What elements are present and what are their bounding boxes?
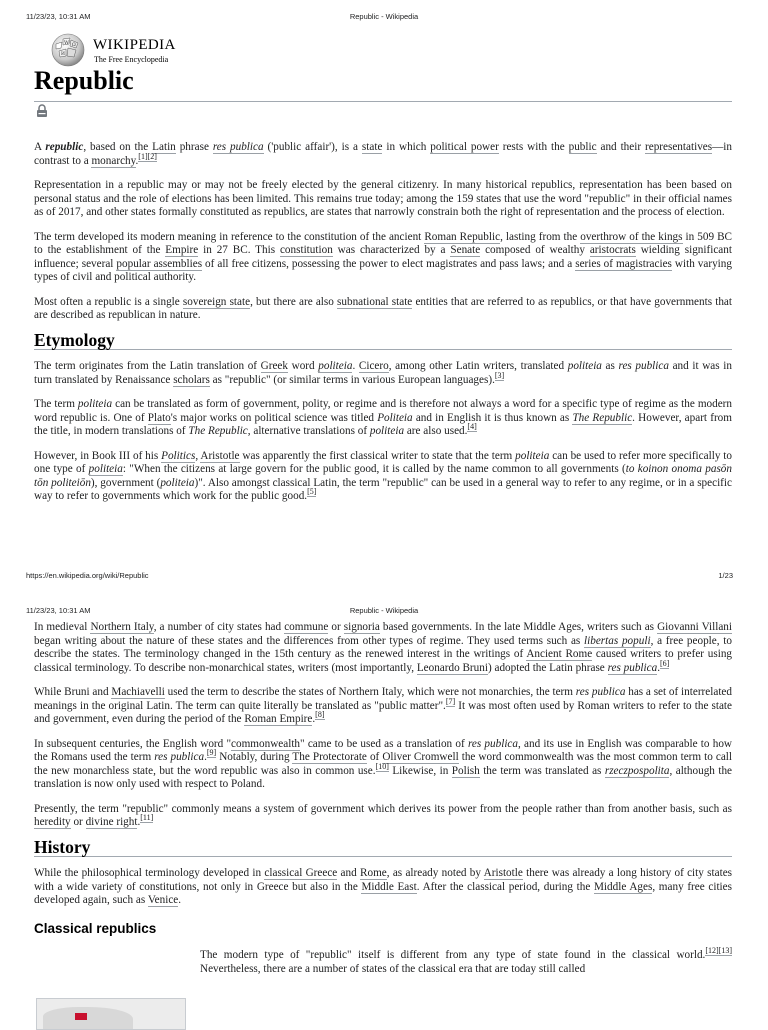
section-heading-etymology: Etymology [34, 329, 115, 350]
text: , many free cities developed again, such as [34, 880, 732, 906]
lead-paragraph-4 [34, 296, 732, 323]
text: While the philosophical terminology developed in [34, 867, 265, 879]
etymology-paragraph-6 [34, 738, 732, 792]
link-northern-italy[interactable]: Northern Italy [90, 621, 154, 633]
text: In subsequent centuries, the English word " [34, 737, 232, 750]
link-the-republic[interactable] [572, 412, 632, 425]
link-res-publica-2[interactable] [608, 662, 658, 675]
print-header-page2 [0, 606, 768, 620]
citation-ref[interactable]: [4] [467, 422, 477, 432]
svg-text:И: И [61, 52, 65, 57]
link-rzeczpospolita[interactable] [605, 765, 670, 778]
link-cicero[interactable]: Cicero [358, 360, 389, 372]
italic-text: Politeia [377, 411, 413, 424]
text: in which [382, 141, 431, 153]
link-aristocrats[interactable]: aristocrats [589, 244, 636, 256]
lock-icon[interactable] [36, 104, 48, 118]
text: in 509 BC to the establishment of the [34, 230, 733, 256]
text: , as already noted by [386, 867, 484, 879]
text: , a number of city states had [153, 621, 285, 633]
link-subnational-state[interactable]: subnational state [337, 295, 413, 308]
wikipedia-wordmark: WIKIPEDIA [93, 37, 176, 53]
text: as [601, 360, 619, 372]
text: , among other Latin writers, translated [388, 360, 568, 372]
text: Presently, the term "republic" commonly means a system of government which derives its power from the people rather than from another basis, such as [34, 802, 732, 815]
citation-ref[interactable]: [7] [445, 696, 456, 706]
text: Notably, during [216, 751, 293, 763]
text: . [204, 751, 207, 763]
text: or [328, 621, 344, 633]
italic-text: res publica [467, 737, 518, 750]
text: . [135, 154, 139, 167]
text: Nevertheless, there are a number of states of the classical era that are today still called [200, 962, 586, 975]
bold-term [45, 141, 83, 153]
text: , alternative translations of [247, 425, 370, 437]
link-signoria[interactable]: signoria [343, 621, 380, 633]
text: , [195, 449, 201, 462]
text: In medieval [34, 621, 91, 633]
link-ancient-rome[interactable]: Ancient Rome [526, 648, 593, 660]
link-representatives[interactable]: representatives [645, 141, 713, 153]
citation-ref[interactable]: [9] [206, 748, 217, 758]
italic-text: politeia [88, 463, 123, 475]
link-constitution[interactable]: constitution [279, 244, 333, 256]
section-heading-history: History [34, 836, 91, 857]
text: . [178, 894, 182, 906]
citation-ref[interactable]: [6] [660, 658, 670, 668]
link-aristotle[interactable]: Aristotle [200, 449, 240, 462]
text: Most often a republic is a single [34, 295, 183, 308]
text: The modern type of "republic" itself is different from any type of state found in the classical world. [200, 949, 706, 961]
text: 's major works on political science was titled [170, 411, 378, 424]
section-divider [34, 349, 732, 350]
text: the word commonwealth was the most common term to call the new monarchless state, but the word republic was also in common use. [34, 751, 733, 777]
text: can be used to refer more specifically to one type of [34, 449, 732, 475]
link-commune[interactable]: commune [284, 621, 329, 633]
text: and in English it is thus known as [412, 411, 573, 424]
text: has a set of interrelated meanings in the original Latin. The term can quite literally be translated as "public matter". [34, 686, 732, 712]
link-roman-empire[interactable]: Roman Empire [244, 713, 313, 725]
citation-ref[interactable]: [8] [315, 710, 325, 720]
citation-ref[interactable]: [10] [375, 761, 389, 771]
text: with varying types of civil and political authority. [34, 257, 732, 283]
print-timestamp: 11/23/23, 10:31 AM [26, 606, 91, 615]
text: can be translated as form of government, polity, or regime and is therefore not always a word for a specific type of regime as the modern word republic is. One of [34, 398, 732, 424]
text: wielding significant influence; several [34, 244, 732, 270]
text: and [337, 867, 361, 879]
text: The term developed its modern meaning in reference to the constitution of the ancient [34, 230, 425, 243]
link-divine-right[interactable]: divine right [85, 816, 138, 828]
link-political-power[interactable]: political power [430, 141, 499, 153]
link-politeia[interactable] [318, 360, 352, 373]
lead-paragraph-2: Representation in a republic may or may not be freely elected by the general citizenry. In many historical republics, representation has been based on personal status and the role of elections has been limited. This remains true today; among the 159 states that use the word "republic" in their official names as of 2017, and other states formally constituted as republics, are states that narrowly constrain both the right of representation and the process of election. [34, 179, 732, 218]
link-popular-assemblies[interactable]: popular assemblies [116, 257, 203, 270]
citation-ref[interactable]: [11] [140, 813, 154, 823]
text: ('public affair'), is a [263, 141, 362, 153]
etymology-paragraph-4 [34, 621, 732, 675]
text: rests with the [498, 141, 569, 153]
print-page-url[interactable]: https://en.wikipedia.org/wiki/Republic [26, 571, 149, 580]
section-divider [34, 856, 732, 857]
text: , based on the [83, 141, 153, 153]
text: , and its use in English was comparable to how the Romans used the term [34, 737, 732, 763]
text: : "When the citizens at large govern for the public good, it is called by the name common to all governments ( [122, 463, 626, 475]
text: The term [34, 398, 78, 410]
italic-text: politeia [369, 425, 405, 437]
text: of all free citizens, possessing the power to elect magistrates and pass laws; and a [202, 257, 576, 270]
etymology-paragraph-2 [34, 398, 732, 439]
citation-ref[interactable]: [5] [307, 487, 317, 497]
text: caused writers to prefer using classical terminology. To describe non-monarchical states, writers (most importantly, [34, 648, 733, 674]
text: was characterized by a [332, 244, 451, 256]
link-public[interactable]: public [568, 141, 597, 153]
text: and it was in turn translated by Renaissance [34, 360, 732, 386]
italic-text: politeia [160, 476, 195, 489]
text: the term was translated as [479, 764, 605, 777]
link-venice[interactable]: Venice [147, 894, 179, 906]
link-machiavelli[interactable]: Machiavelli [111, 686, 165, 698]
link-heredity[interactable]: heredity [34, 816, 71, 828]
map-landmass [43, 1007, 133, 1030]
text: Likewise, in [388, 764, 452, 777]
citation-ref[interactable]: [1] [138, 151, 148, 161]
link-polish[interactable]: Polish [451, 764, 480, 777]
link-sovereign-state[interactable]: sovereign state [182, 295, 251, 308]
text: word [288, 360, 319, 372]
text: composed of wealthy [480, 244, 590, 256]
text: However, in Book III of his [34, 449, 162, 462]
lead-paragraph-1 [34, 141, 732, 168]
link-state[interactable]: state [361, 141, 383, 153]
text: based governments. In the late Middle Ages, writers such as [379, 621, 658, 633]
link-res-publica[interactable] [213, 141, 264, 154]
classical-republics-paragraph-1 [200, 946, 732, 976]
text: " came to be used as a translation of [300, 737, 468, 750]
link-senate[interactable]: Senate [450, 244, 481, 256]
link-leonardo-bruni[interactable]: Leonardo Bruni [416, 661, 488, 674]
link-monarchy[interactable]: monarchy [91, 154, 136, 167]
article-body-page2 [34, 621, 732, 987]
link-overthrow-of-kings[interactable]: overthrow of the kings [580, 230, 683, 243]
italic-text: res publica [154, 751, 205, 763]
svg-text:W: W [64, 40, 70, 46]
text: as "republic" (or similar terms in various European languages). [209, 373, 495, 386]
print-page-number: 1/23 [718, 571, 733, 580]
map-thumbnail-image[interactable] [36, 998, 186, 1030]
print-page-title: Republic - Wikipedia [349, 12, 419, 21]
etymology-paragraph-5 [34, 686, 732, 727]
title-divider [34, 101, 732, 102]
text: , a free people, to describe the states. The terminology changed in the 15th century as the renewed interest in the writings of [34, 634, 732, 660]
text: there was already a long history of city states with a wide variety of constitutions, not only in Greece but also in the [34, 867, 733, 893]
text: ) adopted the Latin phrase [487, 661, 608, 674]
italic-text: res publica [575, 686, 626, 698]
citation-ref[interactable]: [13] [718, 946, 732, 956]
article-body-page1 [34, 141, 732, 515]
italic-text: politeia [77, 398, 113, 410]
etymology-paragraph-1 [34, 360, 732, 387]
italic-text: res publica [607, 661, 658, 674]
subsection-heading-classical-republics: Classical republics [34, 920, 157, 936]
history-paragraph-1 [34, 867, 732, 908]
wikipedia-tagline: The Free Encyclopedia [94, 55, 169, 64]
italic-text: The Republic [188, 425, 248, 437]
text: . However, apart from the title, in modern translations of [34, 411, 732, 437]
print-page-title: Republic - Wikipedia [349, 606, 419, 615]
link-series-of-magistracies[interactable]: series of magistracies [575, 257, 672, 270]
text: . [312, 713, 316, 725]
text: A [34, 141, 46, 153]
italic-text: res publica [212, 141, 264, 153]
text: are also used. [404, 425, 468, 437]
italic-text: The Republic [572, 411, 633, 424]
text: . [352, 360, 359, 372]
svg-text:Ω: Ω [72, 43, 76, 48]
link-commonwealth[interactable]: commonwealth [231, 737, 301, 750]
link-empire[interactable]: Empire [165, 244, 199, 256]
text: used the term to describe the states of Northern Italy, which were not monarchies, the term [164, 686, 576, 698]
text: , lasting from the [500, 230, 581, 243]
link-roman-republic[interactable]: Roman Republic [424, 230, 501, 243]
text: began writing about the nature of these states and the differences from other types of regime. They used terms such as [34, 634, 585, 647]
bold-italic-term: republic [45, 141, 84, 153]
text: , but there are also [250, 295, 338, 308]
text: )". Also amongst classical Latin, the term "republic" can be used in a general way to refer to any regime, or in a specific way to refer to governments which work for the public good. [34, 476, 732, 502]
link-latin[interactable]: Latin [152, 141, 176, 153]
text: . After the classical period, during the [416, 880, 594, 893]
wikipedia-logo[interactable] [50, 32, 290, 68]
italic-text: politeia [318, 360, 353, 372]
citation-ref[interactable]: [3] [494, 370, 505, 380]
lead-paragraph-3 [34, 231, 732, 285]
print-footer-page1 [0, 571, 768, 585]
link-politeia-2[interactable] [89, 463, 123, 476]
italic-text: to koinon onoma pasōn tōn politeiōn [34, 463, 732, 489]
link-libertas-populi[interactable] [584, 635, 651, 648]
text: While Bruni and [34, 686, 112, 698]
link-classical-greece[interactable]: classical Greece [264, 867, 338, 879]
text: . [137, 816, 141, 828]
text: . [657, 661, 660, 674]
text: The term originates from the Latin translation of [34, 360, 261, 372]
italic-text: libertas populi [584, 634, 651, 647]
wikipedia-globe-icon [50, 32, 86, 68]
link-the-protectorate[interactable]: The Protectorate [292, 751, 367, 763]
etymology-paragraph-7 [34, 803, 732, 830]
italic-text: politeia [567, 360, 602, 372]
text: , although the translation is now only used with respect to Poland. [34, 764, 733, 790]
print-timestamp: 11/23/23, 10:31 AM [26, 12, 91, 21]
text: was apparently the first classical writer to state that the term [239, 449, 516, 462]
etymology-paragraph-3 [34, 450, 732, 504]
italic-text: politeia [515, 449, 550, 462]
italic-text: res publica [618, 360, 669, 372]
link-politics[interactable] [161, 450, 195, 463]
text: ), government ( [90, 476, 161, 489]
link-scholars[interactable]: scholars [173, 373, 210, 386]
text: or [70, 816, 86, 828]
link-giovanni-villani[interactable]: Giovanni Villani [657, 621, 732, 633]
citation-ref[interactable]: [2] [147, 151, 157, 161]
print-header-page1 [0, 12, 768, 26]
link-plato[interactable]: Plato [147, 411, 171, 424]
link-rome[interactable]: Rome [360, 867, 387, 879]
map-highlight-region [75, 1013, 87, 1020]
link-greek[interactable]: Greek [260, 360, 288, 372]
italic-text: rzeczpospolita [604, 764, 670, 777]
text: It was most often used by Roman writers to refer to the state and government, even during the period of the [34, 699, 732, 725]
italic-text: Politics [161, 449, 196, 462]
link-middle-ages[interactable]: Middle Ages [593, 880, 653, 893]
text: —in contrast to a [34, 141, 732, 167]
link-aristotle-2[interactable]: Aristotle [483, 867, 523, 879]
text: phrase [175, 141, 213, 153]
page-title: Republic [34, 66, 134, 95]
text: in 27 BC. This [198, 244, 280, 256]
link-middle-east[interactable]: Middle East [361, 880, 417, 893]
text: of [366, 751, 383, 763]
text: entities that are referred to as republics, or that have governments that are described as republican in nature. [34, 295, 732, 321]
citation-ref[interactable]: [12] [705, 946, 719, 956]
text: and their [596, 141, 646, 153]
link-oliver-cromwell[interactable]: Oliver Cromwell [382, 751, 459, 763]
